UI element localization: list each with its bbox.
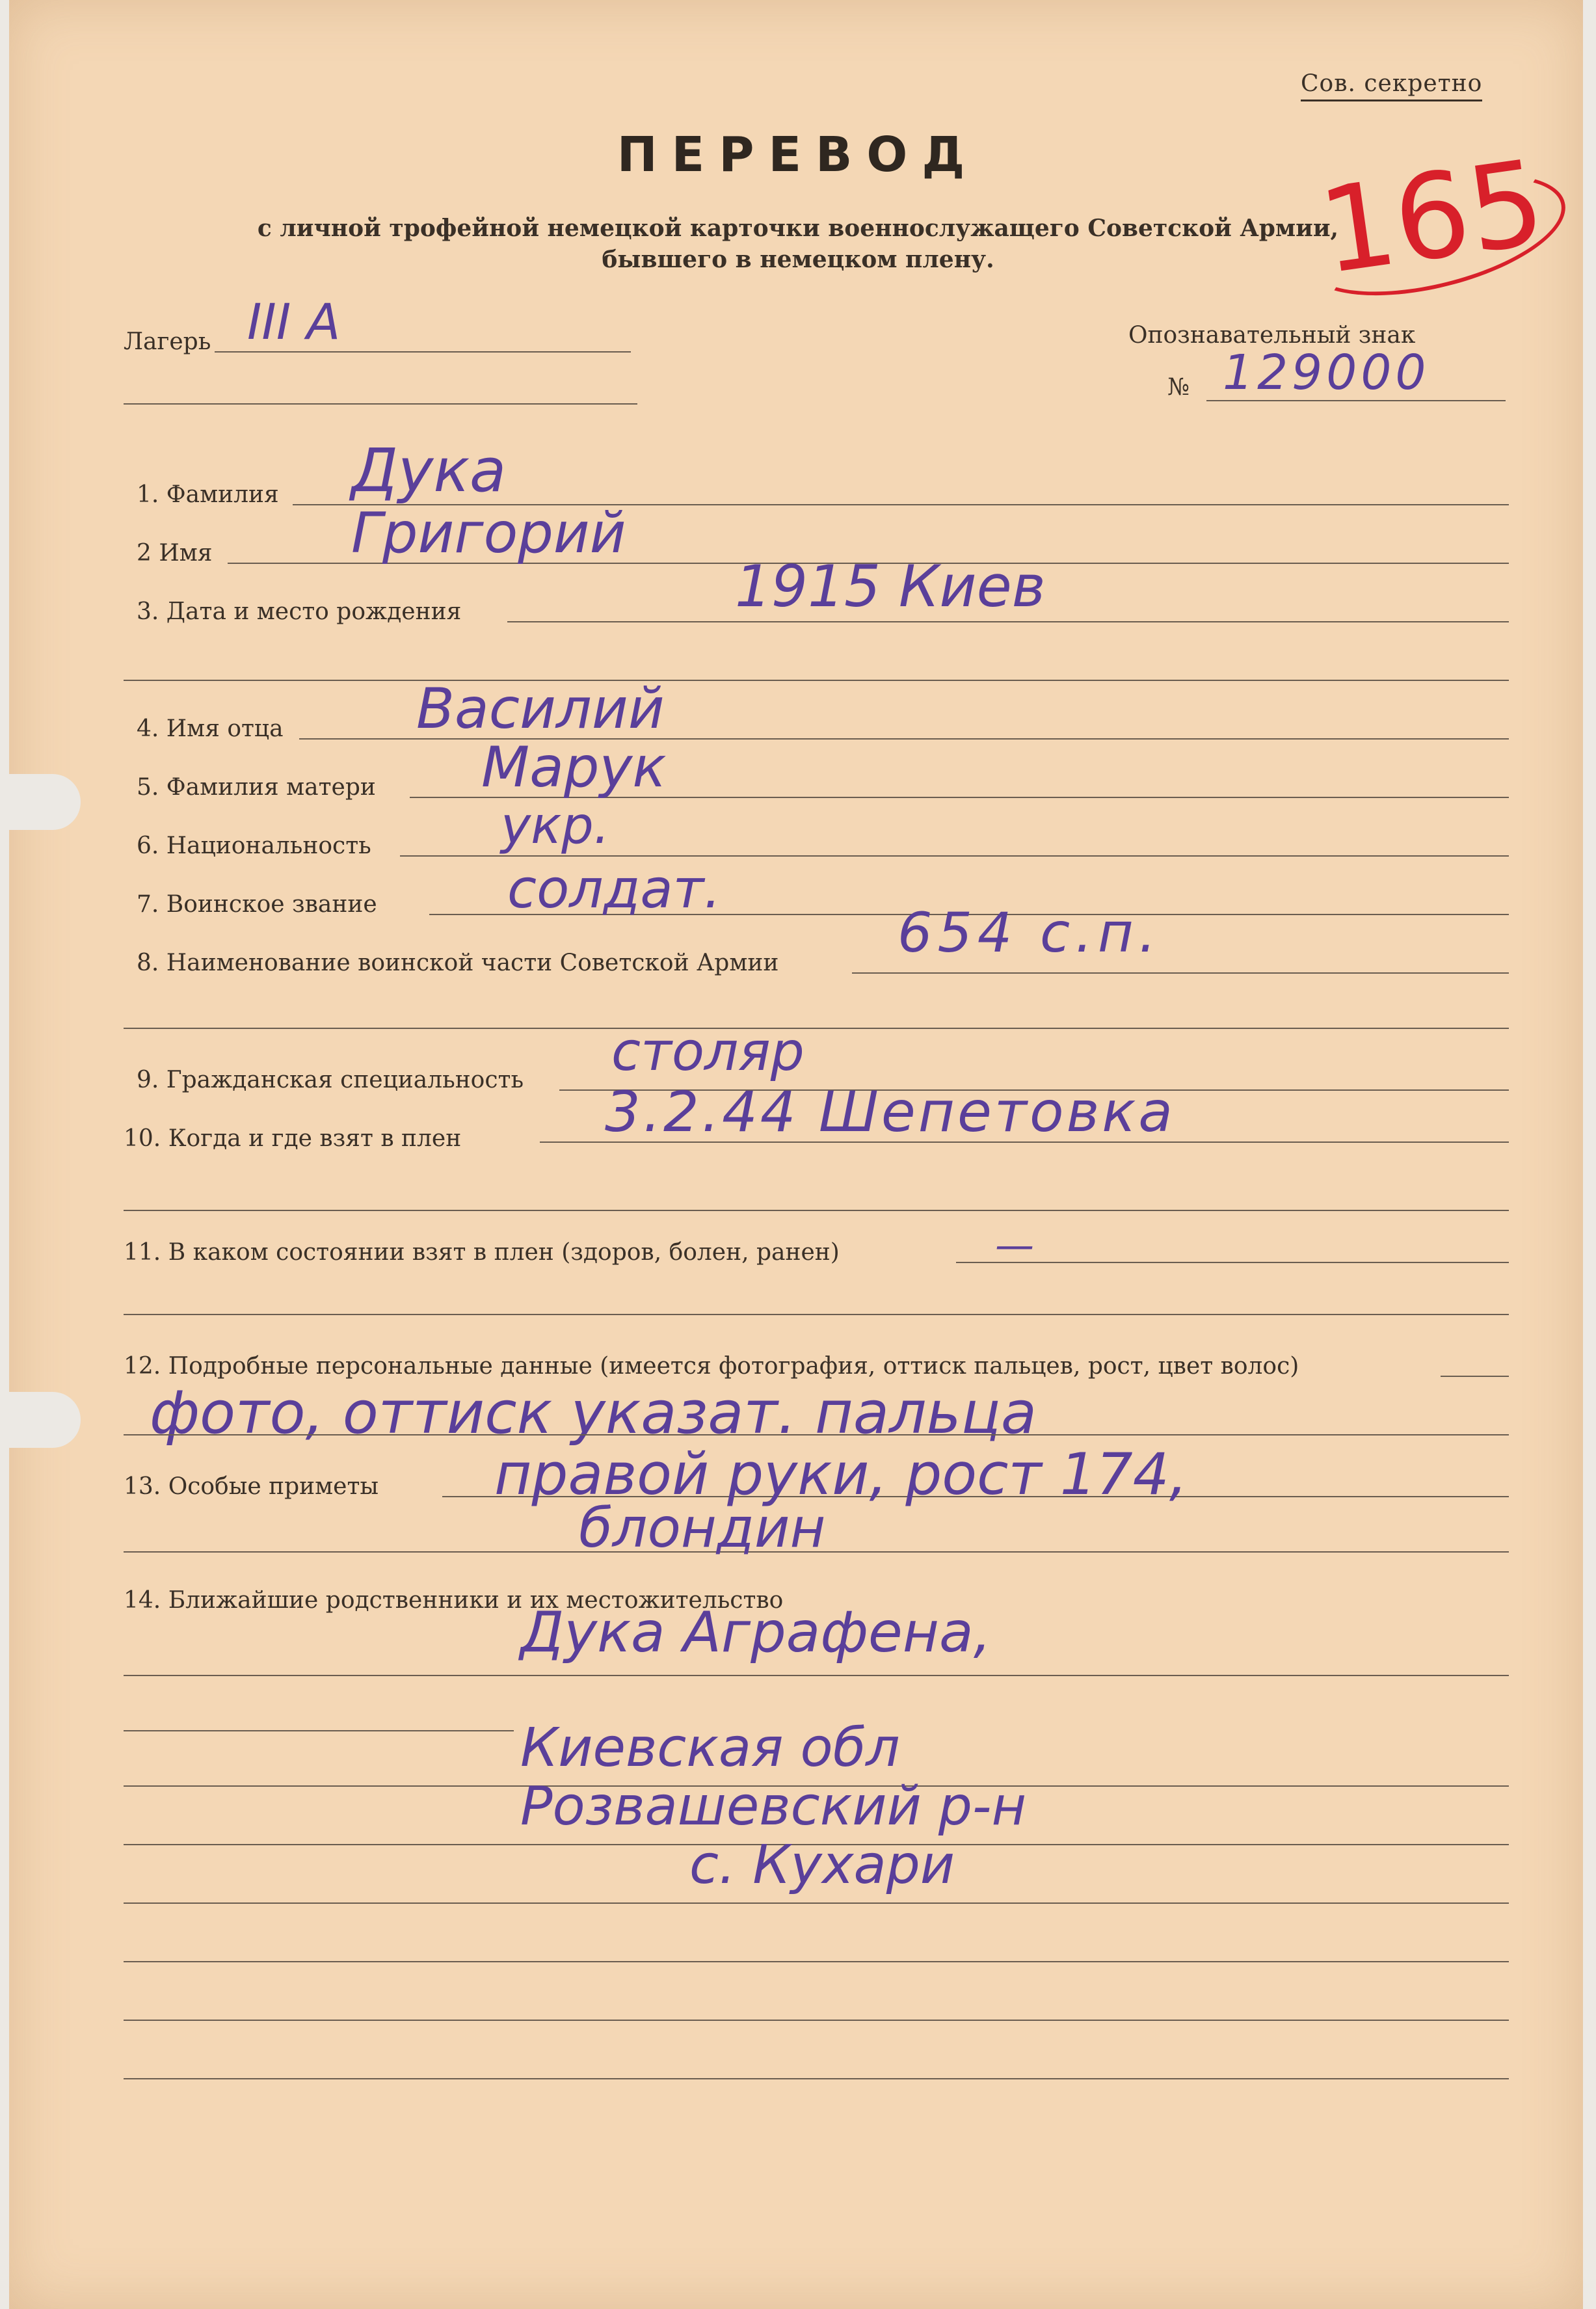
camp-label: Лагерь xyxy=(124,328,211,355)
field-14-value-3: Розвашевский р-н xyxy=(520,1776,1027,1837)
classification-stamp: Сов. секретно xyxy=(1301,70,1482,101)
field-10-rule-2 xyxy=(124,1210,1509,1211)
field-11-rule xyxy=(956,1262,1509,1263)
field-10-label: 10. Когда и где взят в плен xyxy=(124,1125,462,1152)
field-3-label: 3. Дата и место рождения xyxy=(137,598,462,625)
field-1-value: Дука xyxy=(351,436,507,505)
field-13-value: правой руки, рост 174, xyxy=(494,1441,1188,1508)
field-11-rule-2 xyxy=(124,1314,1509,1315)
field-2-value: Григорий xyxy=(351,501,626,566)
field-3-value: 1915 Киев xyxy=(735,553,1046,620)
id-tag-value: 129000 xyxy=(1223,345,1430,401)
field-5-value: Марук xyxy=(481,735,667,800)
field-14-value-4: с. Кухари xyxy=(689,1834,955,1896)
field-12-rule-2 xyxy=(124,1434,1509,1435)
field-4-value: Василий xyxy=(416,676,665,741)
field-4-label: 4. Имя отца xyxy=(137,715,284,742)
field-6-label: 6. Национальность xyxy=(137,833,371,859)
field-13-label: 13. Особые приметы xyxy=(124,1473,379,1500)
camp-rule xyxy=(215,351,631,353)
field-14-rule-6 xyxy=(124,1961,1509,1962)
camp-rule-2 xyxy=(124,403,637,405)
field-12-rule xyxy=(1441,1376,1509,1377)
field-5-label: 5. Фамилия матери xyxy=(137,774,376,801)
id-tag-number-sign: № xyxy=(1167,374,1190,401)
paper-tear xyxy=(3,1392,81,1448)
field-14-rule-2 xyxy=(124,1730,514,1731)
field-8-label: 8. Наименование воинской части Советской Армии xyxy=(137,950,779,976)
field-6-rule xyxy=(400,855,1509,857)
field-14-rule-8 xyxy=(124,2078,1509,2079)
field-2-label: 2 Имя xyxy=(137,540,213,567)
field-3-rule xyxy=(507,621,1509,622)
field-13-value-2: блондин xyxy=(579,1496,826,1560)
field-10-value: 3.2.44 Шепетовка xyxy=(605,1080,1175,1145)
field-14-value: Дука Аграфена, xyxy=(520,1600,992,1665)
subtitle-line-2: бывшего в немецком плену. xyxy=(602,246,994,273)
field-12-label: 12. Подробные персональные данные (имеется фотография, оттиск пальцев, рост, цвет волос) xyxy=(124,1353,1299,1380)
field-7-label: 7. Воинское звание xyxy=(137,891,377,918)
field-14-label: 14. Ближайшие родственники и их местожительство xyxy=(124,1587,784,1614)
subtitle-line-1: с личной трофейной немецкой карточки военнослужащего Советской Армии, xyxy=(257,215,1339,242)
field-6-value: укр. xyxy=(501,797,610,855)
paper-tear xyxy=(3,774,81,830)
field-12-value: фото, оттиск указат. пальца xyxy=(150,1379,1037,1447)
id-tag-label: Опознавательный знак xyxy=(1128,322,1416,349)
field-7-value: солдат. xyxy=(507,859,721,920)
field-14-rule-1 xyxy=(124,1675,1509,1676)
camp-value: III А xyxy=(247,293,341,351)
field-1-label: 1. Фамилия xyxy=(137,481,279,508)
field-8-rule-2 xyxy=(124,1028,1509,1029)
field-11-value: — xyxy=(995,1223,1034,1268)
field-8-rule xyxy=(852,972,1509,974)
field-11-label: 11. В каком состоянии взят в плен (здоров, болен, ранен) xyxy=(124,1239,840,1266)
field-3-rule-2 xyxy=(124,680,1509,681)
field-9-value: столяр xyxy=(611,1021,805,1083)
field-14-value-2: Киевская обл xyxy=(520,1717,900,1779)
registry-number-handwritten: 165 xyxy=(1312,135,1552,300)
field-9-label: 9. Гражданская специальность xyxy=(137,1067,524,1093)
field-14-rule-5 xyxy=(124,1902,1509,1904)
field-14-rule-7 xyxy=(124,2020,1509,2021)
field-8-value: 654 с.п. xyxy=(898,901,1162,965)
document-title: ПЕРЕВОД xyxy=(617,127,979,183)
